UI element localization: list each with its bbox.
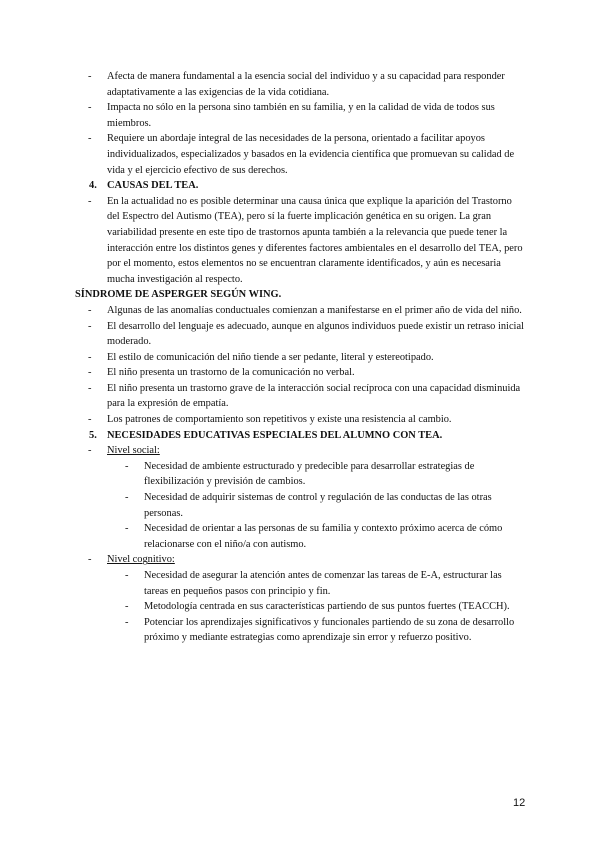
group-nivel-cognitivo [86, 552, 526, 568]
bullet-dash: - [88, 320, 92, 332]
bullet-dash: - [88, 445, 92, 457]
section-heading-causas [86, 178, 526, 194]
list-item [86, 69, 526, 100]
section-number: 5. [89, 429, 97, 441]
group-nivel-social [86, 443, 526, 459]
bullet-dash: - [88, 133, 92, 145]
bullet-dash: - [125, 570, 129, 581]
section-heading-necesidades [86, 428, 526, 444]
sublist-nivel-social [107, 459, 526, 553]
list-item [86, 303, 526, 319]
group-label: Nivel cognitivo: [107, 554, 175, 566]
group-label: Nivel social: [107, 445, 160, 457]
list-item [86, 194, 526, 288]
list-item-text: Impacta no sólo en la persona sino también en su familia, y en la calidad de vida de todos sus miembros. [107, 102, 495, 129]
page-content [75, 69, 526, 646]
bullet-dash: - [125, 460, 129, 472]
bullet-dash: - [125, 601, 129, 613]
bullet-dash: - [125, 492, 129, 504]
list-item [107, 459, 526, 490]
list-item [86, 100, 526, 131]
list-item-text: Necesidad de adquirir sistemas de control y regulación de las conductas de las otras personas. [144, 492, 492, 519]
page-number: 12 [513, 797, 526, 809]
list-item [86, 319, 526, 350]
bullet-dash: - [88, 351, 92, 363]
list-item-text: Potenciar los aprendizajes significativos y funcionales partiendo de su zona de desarrollo próximo y mediante estrategias como aprendizaje sin error y refuerzo positivo. [144, 616, 515, 644]
list-item-text: El niño presenta un trastorno grave de la interacción social recíproca con una capacidad disminuida para la expresión de empatía. [107, 382, 521, 410]
bullet-dash: - [125, 616, 129, 628]
list-item [86, 350, 526, 366]
bullet-dash: - [88, 102, 92, 114]
bullet-dash: - [88, 367, 92, 379]
list-item-text: El niño presenta un trastorno de la comunicación no verbal. [107, 367, 355, 379]
list-item [86, 131, 526, 178]
bullet-dash: - [88, 195, 92, 207]
list-item-text: Necesidad de ambiente estructurado y predecible para desarrollar estrategias de flexibilización y previsión de cambios. [144, 460, 475, 488]
section-title: NECESIDADES EDUCATIVAS ESPECIALES DEL ALUMNO CON TEA. [107, 429, 443, 441]
list-item-text: En la actualidad no es posible determinar una causa única que explique la aparición del Trastorno del Espectro del Autismo (TEA), pero sí la fuerte implicación genética en su origen. La gran variabilidad presente en este tipo de trastornos apunta también a la relevancia que puede tener la interacción entre los distintos genes y diferentes factores ambientales en el desarrollo del TEA, pero por el momento, estos elementos no se encuentran claramente identificados, y aún es necesaria mucha investigación al respecto. [107, 195, 523, 285]
list-item [107, 490, 526, 521]
list-item-text: Algunas de las anomalías conductuales comienzan a manifestarse en el primer año de vida del niño. [107, 304, 522, 316]
list-item-text: Necesidad de orientar a las personas de su familia y contexto próximo acerca de cómo relacionarse con el niño/a con autismo. [144, 523, 503, 550]
list-item [86, 365, 526, 381]
bullet-dash: - [88, 554, 92, 566]
list-item [107, 521, 526, 552]
bullet-dash: - [88, 71, 92, 82]
list-item-text: El desarrollo del lenguaje es adecuado, aunque en algunos individuos puede existir un retraso inicial moderado. [107, 320, 524, 348]
list-item [107, 615, 526, 646]
section-title: CAUSAS DEL TEA. [107, 180, 199, 192]
bullet-dash: - [88, 304, 92, 316]
list-item [107, 568, 526, 599]
list-item [86, 412, 526, 428]
bullet-dash: - [125, 523, 129, 535]
bullet-dash: - [88, 382, 92, 394]
list-item [86, 381, 526, 412]
section-number: 4. [89, 180, 97, 192]
list-item-text: Requiere un abordaje integral de las necesidades de la persona, orientado a facilitar apoyos individualizados, especializados y basados en la evidencia científica que promuevan su calidad de vida y el ejercicio efectivo de sus derechos. [107, 133, 515, 176]
list-item-text: Afecta de manera fundamental a la esencia social del individuo y a su capacidad para responder adaptativamente a las exigencias de la vida cotidiana. [107, 71, 505, 98]
list-item-text: Metodología centrada en sus características partiendo de sus puntos fuertes (TEACCH). [144, 601, 510, 613]
list-item-text: El estilo de comunicación del niño tiende a ser pedante, literal y estereotipado. [107, 351, 434, 363]
section-heading-asperger: SÍNDROME DE ASPERGER SEGÚN WING. [75, 289, 282, 301]
list-item-text: Necesidad de asegurar la atención antes de comenzar las tareas de E-A, estructurar las tareas en pequeños pasos con principio y fin. [144, 570, 502, 597]
sublist-nivel-cognitivo [107, 568, 526, 646]
list-item [107, 599, 526, 615]
list-item-text: Los patrones de comportamiento son repetitivos y existe una resistencia al cambio. [107, 414, 452, 426]
bullet-dash: - [88, 414, 92, 426]
